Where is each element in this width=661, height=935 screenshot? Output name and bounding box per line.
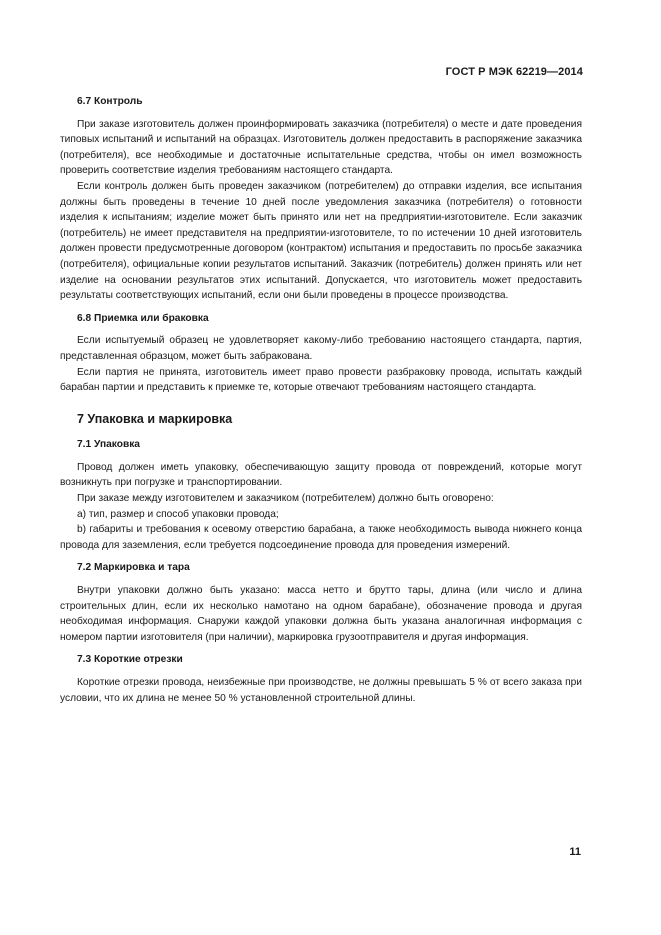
section-6-8-paragraph-2: Если партия не принята, изготовитель имеет право провести разбраковку провода, испытать каждый барабан партии и представить к приемке те, которые отвечают требованиям настоящего стандарта. [60,366,582,394]
section-6-7-heading: 6.7 Контроль [77,96,143,107]
section-6-8-paragraph-1: Если испытуемый образец не удовлетворяет какому-либо требованию настоящего стандарта, партия, представленная образцом, может быть забракована. [60,335,582,362]
page-number: 11 [569,846,581,858]
page-body [60,94,582,706]
section-7-3-heading: 7.3 Короткие отрезки [77,654,183,666]
section-6-7-paragraph-2: Если контроль должен быть проведен заказчиком (потребителем) до отправки изделия, все испытания должны быть проведены в течение 10 дней после уведомления заказчика (потребителя) о готовности изделия к испытаниям; изделие может быть принято или нет на предприятии-изготовителе. Если заказчик (потребитель) не имеет представителя на предприятии-изготовителе, то по истечении 10 дней изготовитель должен провести предусмотренные договором (контрактом) испытания и предоставить по просьбе заказчика (потребителя), официальные копии результатов испытаний. Заказчик (потребитель) должен принять или нет изделие на основании результатов этих испытаний. Допускается, что изготовитель может предоставить результаты соответствующих испытаний, если они были проведены в процессе производства. [60,180,582,302]
section-7-3-paragraph-1: Короткие отрезки провода, неизбежные при производстве, не должны превышать 5 % от всего заказа при условии, что их длина не менее 50 % установленной строительной длины. [60,677,582,704]
list-item-a: a) тип, размер и способ упаковки провода; [77,508,279,520]
section-6-7-paragraph-1: При заказе изготовитель должен проинформировать заказчика (потребителя) о месте и дате проведения типовых испытаний и испытаний на образцах. Изготовитель должен предоставить в распоряжение заказчика (потребителя), все необходимые и достаточные испытательные средства, чтобы он имел возможность проверить соответствие изделия требованиям настоящего стандарта. [60,118,582,177]
section-7-2-paragraph-1: Внутри упаковки должно быть указано: масса нетто и брутто тары, длина (или число и длина строительных длин, если их несколько намотано на одном барабане), обозначение провода и другая необходимая информация. Снаружи каждой упаковки должна быть указана аналогичная информация с номером партии изготовителя (при наличии), маркировка грузоотправителя и другая информация. [60,585,582,643]
standard-designation: ГОСТ Р МЭК 62219—2014 [445,66,583,78]
section-7-1-paragraph-2: При заказе между изготовителем и заказчиком (потребителем) должно быть оговорено: [77,493,494,505]
section-7-1-paragraph-1: Провод должен иметь упаковку, обеспечивающую защиту провода от повреждений, которые могут возникнуть при погрузке и транспортировании. [60,461,582,489]
section-7-1-heading: 7.1 Упаковка [77,439,140,451]
list-item-b: b) габариты и требования к осевому отверстию барабана, а также необходимость вывода нижнего конца провода для заземления, если требуется подсоединение провода для проведения измерений. [60,524,582,551]
section-7-heading: 7 Упаковка и маркировка [77,411,233,426]
section-6-8-heading: 6.8 Приемка или браковка [77,312,209,324]
section-7-2-heading: 7.2 Маркировка и тара [77,562,190,574]
